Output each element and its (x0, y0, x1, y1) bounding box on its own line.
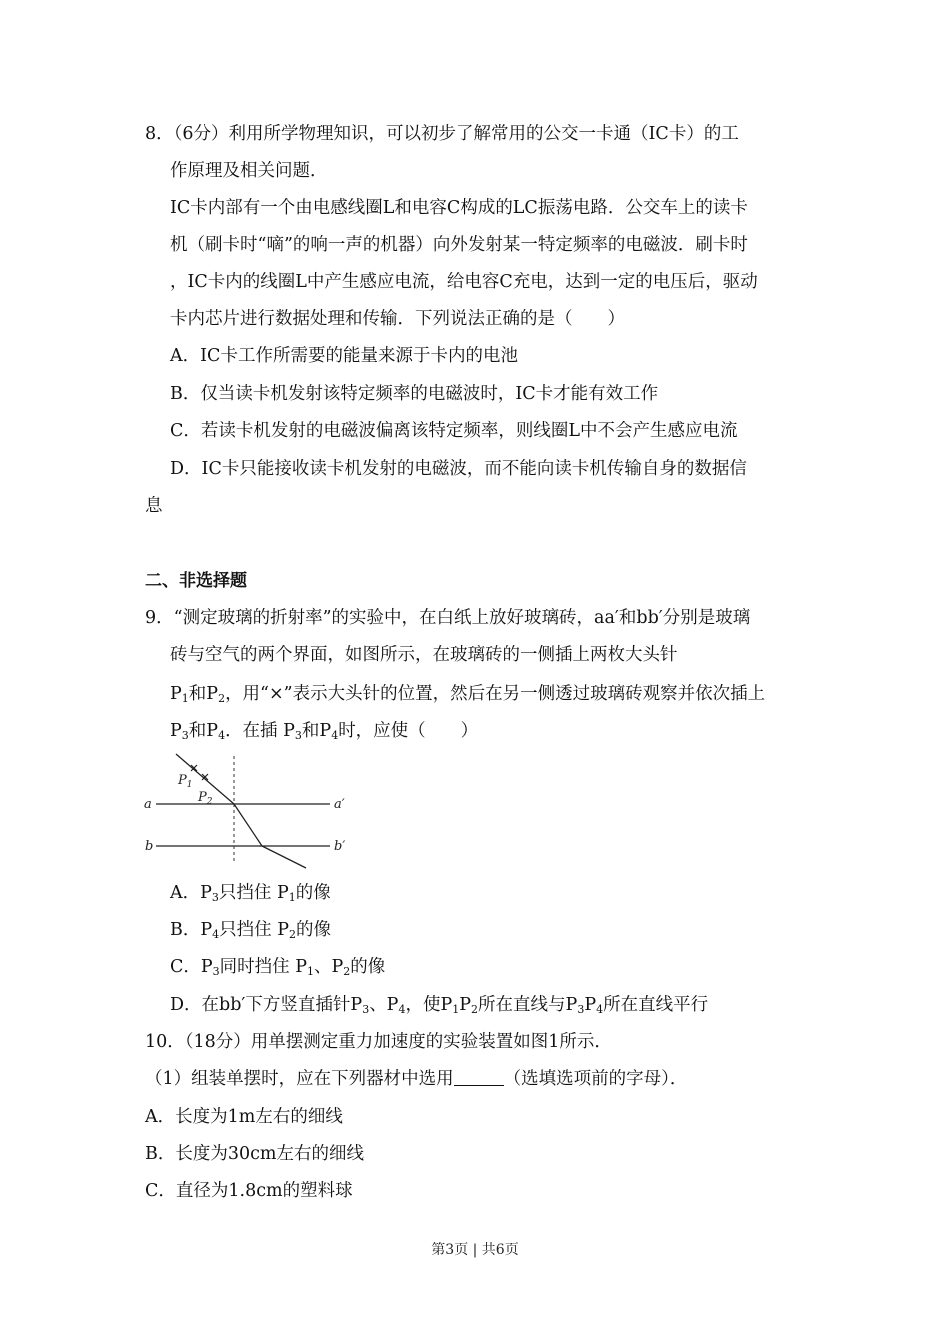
q8-stem-line-4: 机（刷卡时“嘀”的响一声的机器）向外发射某一特定频率的电磁波．刷卡时 (170, 235, 748, 255)
q9-option-d: D．在bb′下方竖直插针$P_3$、$P_4$，使$P_1P_2$所在直线与$P_3P_4$所在直线平行 (170, 995, 709, 1016)
q8-option-d: D．IC卡只能接收读卡机发射的电磁波，而不能向读卡机传输自身的数据信 (170, 459, 747, 479)
q8-stem-line-3: IC卡内部有一个由电感线圈L和电容C构成的LC振荡电路．公交车上的读卡 (170, 198, 748, 218)
label-b: b (145, 839, 154, 854)
q9-option-c: C．$P_3$同时挡住 $P_1$、$P_2$的像 (170, 957, 386, 978)
q8-option-d-continued: 息 (145, 496, 163, 516)
q10-option-c: C．直径为1.8cm的塑料球 (145, 1181, 353, 1201)
emergent-ray (262, 846, 306, 868)
refracted-ray (234, 804, 262, 846)
q9-stem-line-3: $P_1$和$P_2$，用“×”表示大头针的位置，然后在另一侧透过玻璃砖观察并依次插上 (170, 684, 766, 705)
label-p2: $P_2$ (198, 790, 213, 807)
refraction-diagram (140, 746, 360, 870)
q8-stem-line-5: ，IC卡内的线圈L中产生感应电流，给电容C充电，达到一定的电压后，驱动 (170, 272, 758, 292)
label-a: a (144, 797, 152, 812)
q9-stem-line-1: 9．“测定玻璃的折射率”的实验中，在白纸上放好玻璃砖，aa′和bb′分别是玻璃 (145, 608, 751, 628)
q8-option-b: B．仅当读卡机发射该特定频率的电磁波时，IC卡才能有效工作 (170, 384, 659, 404)
label-p1: $P_1$ (178, 773, 193, 790)
q8-stem-line-2: 作原理及相关问题． (170, 161, 328, 181)
section-title: 二、非选择题 (145, 571, 247, 591)
q9-stem-line-4: $P_3$和$P_4$．在插 $P_3$和$P_4$时，应使（ ） (170, 721, 479, 742)
q9-option-a: A．$P_3$只挡住 $P_1$的像 (170, 883, 331, 904)
q10-stem: 10．（18分）用单摆测定重力加速度的实验装置如图1所示． (145, 1032, 612, 1052)
label-b-prime: b′ (334, 839, 346, 854)
q8-stem-line-1: 8．（6分）利用所学物理知识，可以初步了解常用的公交一卡通（IC卡）的工 (145, 124, 739, 144)
page-footer: 第3页 | 共6页 (431, 1242, 519, 1258)
q8-option-c: C．若读卡机发射的电磁波偏离该特定频率，则线圈L中不会产生感应电流 (170, 421, 738, 441)
answer-blank[interactable] (454, 1069, 504, 1086)
q9-option-b: B．$P_4$只挡住 $P_2$的像 (170, 920, 331, 941)
q8-stem-line-6: 卡内芯片进行数据处理和传输．下列说法正确的是（ ） (170, 309, 625, 329)
q8-option-a: A．IC卡工作所需要的能量来源于卡内的电池 (170, 346, 518, 366)
q10-option-a: A．长度为1m左右的细线 (145, 1107, 343, 1127)
q9-stem-line-2: 砖与空气的两个界面，如图所示，在玻璃砖的一侧插上两枚大头针 (170, 645, 678, 665)
label-a-prime: a′ (334, 797, 345, 812)
q10-part1: （1）组装单摆时，应在下列器材中选用 （选填选项前的字母）． (145, 1069, 688, 1089)
q10-option-b: B．长度为30cm左右的细线 (145, 1144, 365, 1164)
